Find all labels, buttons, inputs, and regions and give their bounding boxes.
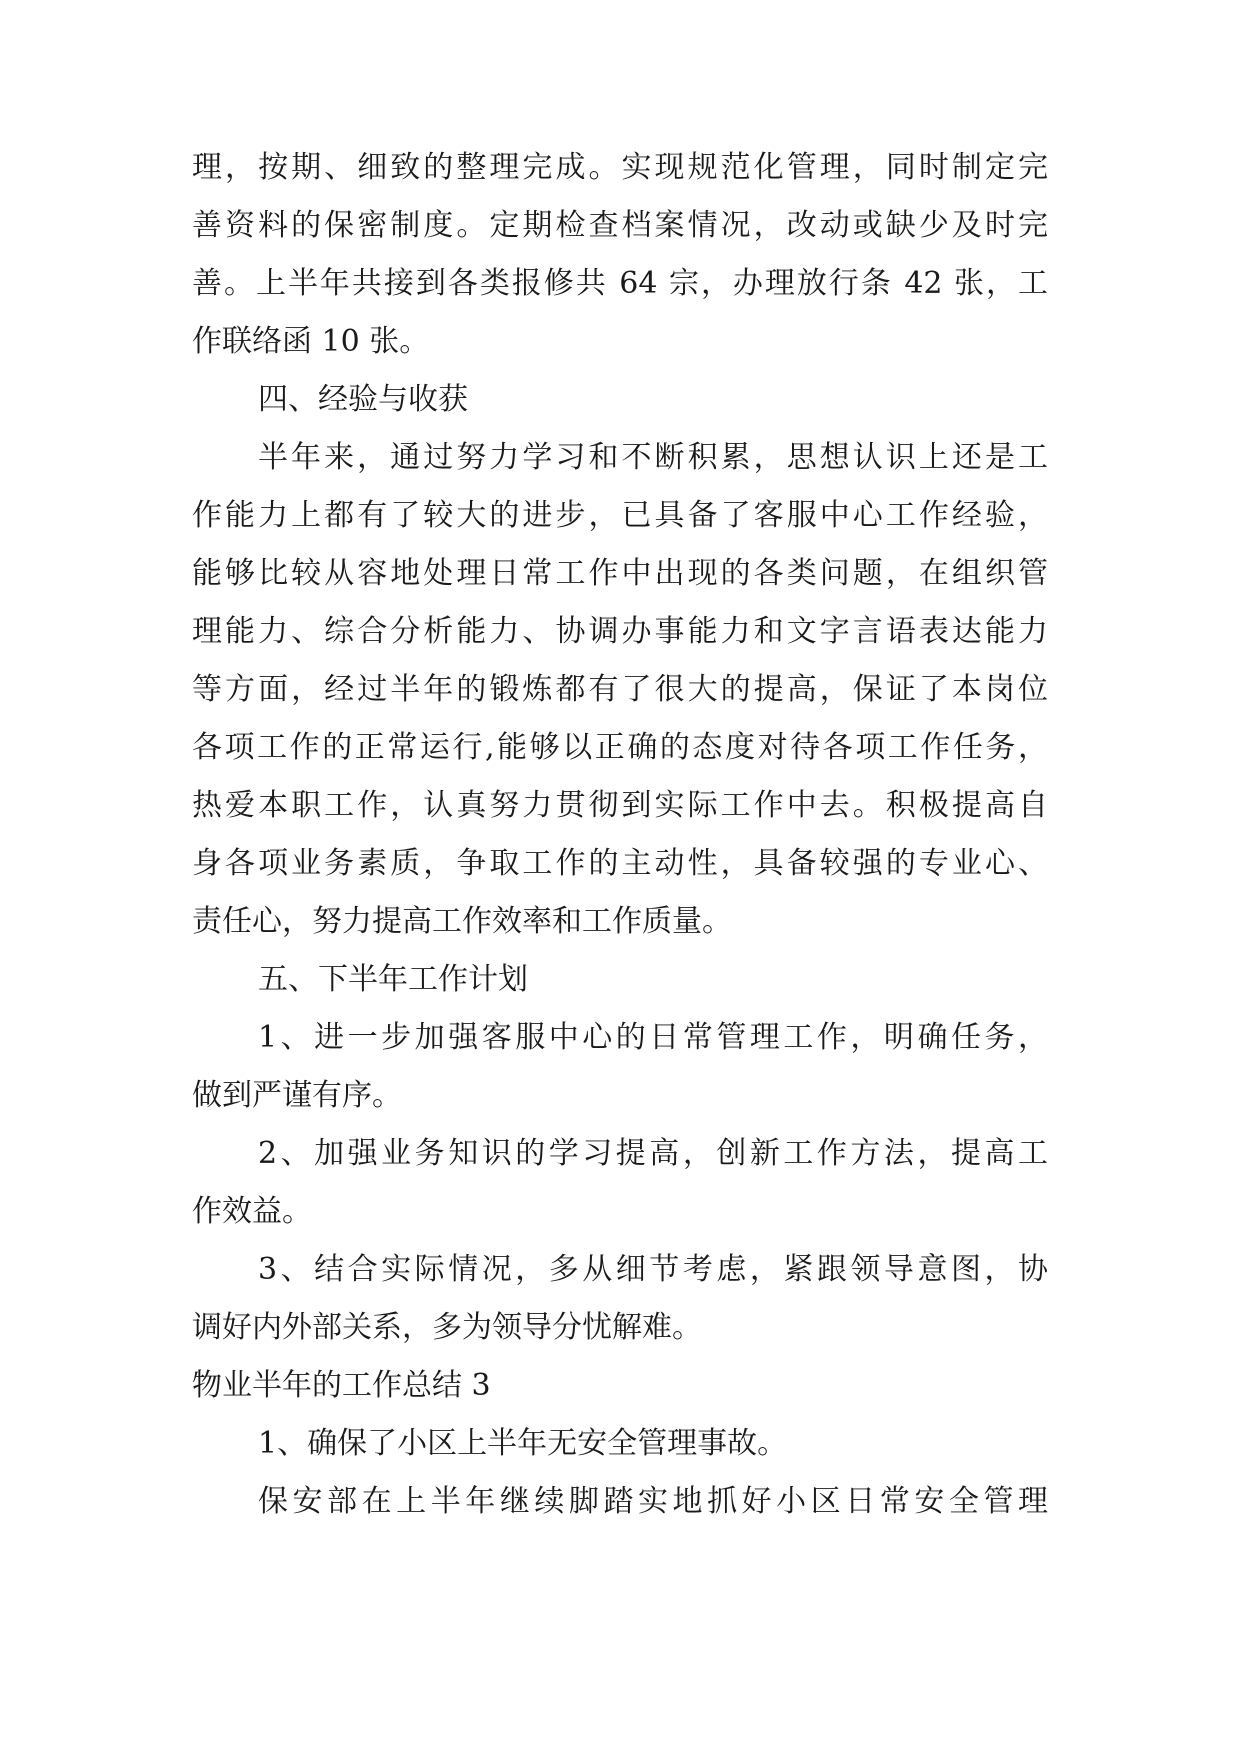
paragraph-line: 能够比较从容地处理日常工作中出现的各类问题，在组织管 xyxy=(192,556,1048,591)
paragraph-line: 各项工作的正常运行,能够以正确的态度对待各项工作任务， xyxy=(192,730,1048,765)
list-item-line: 做到严谨有序。 xyxy=(192,1078,402,1113)
paragraph-line: 作联络函 10 张。 xyxy=(192,324,430,359)
list-item-line: 调好内外部关系，多为领导分忧解难。 xyxy=(192,1310,702,1345)
paragraph-line: 善资料的保密制度。定期检查档案情况，改动或缺少及时完 xyxy=(192,208,1048,243)
paragraph-line: 作能力上都有了较大的进步，已具备了客服中心工作经验， xyxy=(192,498,1048,533)
section-heading: 五、下半年工作计划 xyxy=(258,962,528,997)
list-item-line: 2、加强业务知识的学习提高，创新工作方法，提高工 xyxy=(258,1136,1048,1171)
list-item-line: 1、进一步加强客服中心的日常管理工作，明确任务， xyxy=(258,1020,1048,1055)
paragraph-line: 半年来，通过努力学习和不断积累，思想认识上还是工 xyxy=(258,440,1048,475)
section-heading: 四、经验与收获 xyxy=(258,382,468,417)
paragraph-line: 等方面，经过半年的锻炼都有了很大的提高，保证了本岗位 xyxy=(192,672,1048,707)
paragraph-line: 善。上半年共接到各类报修共 64 宗，办理放行条 42 张，工 xyxy=(192,266,1048,301)
paragraph-line: 保安部在上半年继续脚踏实地抓好小区日常安全管理 xyxy=(258,1484,1048,1519)
list-item-line: 3、结合实际情况，多从细节考虑，紧跟领导意图，协 xyxy=(258,1252,1048,1287)
list-item-line: 1、确保了小区上半年无安全管理事故。 xyxy=(258,1426,788,1461)
paragraph-line: 理能力、综合分析能力、协调办事能力和文字言语表达能力 xyxy=(192,614,1048,649)
paragraph-line: 身各项业务素质，争取工作的主动性，具备较强的专业心、 xyxy=(192,846,1048,881)
paragraph-line: 理，按期、细致的整理完成。实现规范化管理，同时制定完 xyxy=(192,150,1048,185)
article-title: 物业半年的工作总结 3 xyxy=(192,1368,491,1403)
list-item-line: 作效益。 xyxy=(192,1194,312,1229)
paragraph-line: 热爱本职工作，认真努力贯彻到实际工作中去。积极提高自 xyxy=(192,788,1048,823)
paragraph-line: 责任心，努力提高工作效率和工作质量。 xyxy=(192,904,732,939)
